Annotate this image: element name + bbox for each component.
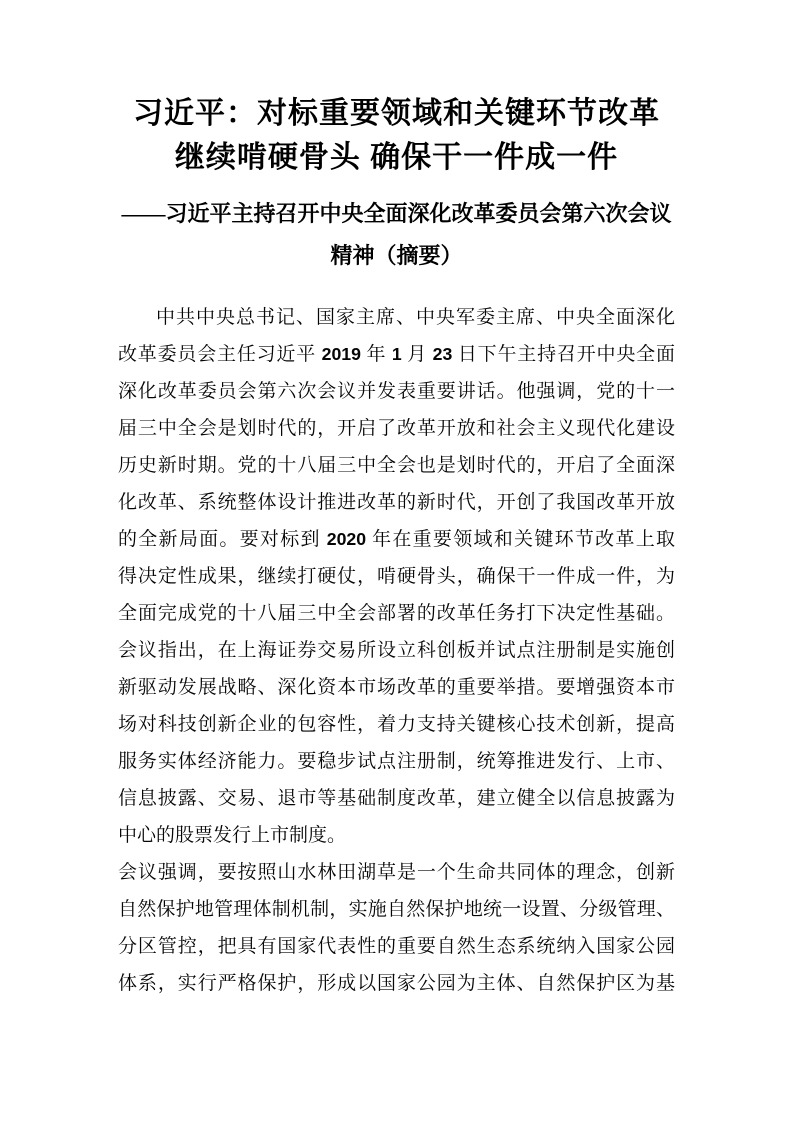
body-line: 体系，实行严格保护，形成以国家公园为主体、自然保护区为基 <box>118 973 675 994</box>
latin-number: 23 <box>432 344 453 364</box>
body-line: 历史新时期。党的十八届三中全会也是划时代的，开启了全面深 <box>118 455 675 476</box>
title-line-1: 习近平：对标重要领域和关键环节改革 <box>133 97 660 130</box>
body-line: 中共中央总书记、国家主席、中央军委主席、中央全面深化 <box>156 307 675 328</box>
title-line-2: 继续啃硬骨头 确保干一件成一件 <box>174 141 619 174</box>
body-line: 会议强调，要按照山水林田湖草是一个生命共同体的理念，创新 <box>118 862 675 883</box>
body-line: 分区管控，把具有国家代表性的重要自然生态系统纳入国家公园 <box>118 936 675 957</box>
subtitle-line-2: 精神（摘要） <box>330 243 463 268</box>
document-title <box>60 92 733 180</box>
body-line: 新驱动发展战略、深化资本市场改革的重要举措。要增强资本市 <box>118 677 675 698</box>
document-subtitle <box>50 193 743 277</box>
body-line: 得决定性成果，继续打硬仗，啃硬骨头，确保干一件成一件，为 <box>118 566 675 587</box>
body-line: 的全新局面。要对标到 2020 年在重要领域和关键环节改革上取 <box>118 529 675 550</box>
latin-number: 2020 <box>326 529 367 549</box>
body-line: 中心的股票发行上市制度。 <box>118 825 347 846</box>
body-line: 服务实体经济能力。要稳步试点注册制，统筹推进发行、上市、 <box>118 751 675 772</box>
body-line: 深化改革委员会第六次会议并发表重要讲话。他强调，党的十一 <box>118 381 675 402</box>
latin-number: 2019 <box>321 344 361 364</box>
document-body <box>118 299 675 1002</box>
body-line: 信息披露、交易、退市等基础制度改革，建立健全以信息披露为 <box>118 788 675 809</box>
body-line: 场对科技创新企业的包容性，着力支持关键核心技术创新，提高 <box>118 714 675 735</box>
body-line: 化改革、系统整体设计推进改革的新时代，开创了我国改革开放 <box>118 492 675 513</box>
subtitle-line-1: ——习近平主持召开中央全面深化改革委员会第六次会议 <box>121 201 672 226</box>
body-line: 届三中全会是划时代的，开启了改革开放和社会主义现代化建设 <box>118 418 675 439</box>
body-line: 会议指出，在上海证券交易所设立科创板并试点注册制是实施创 <box>118 640 675 661</box>
latin-number: 1 <box>391 344 402 364</box>
body-paragraph <box>118 854 675 1002</box>
body-line: 全面完成党的十八届三中全会部署的改革任务打下决定性基础。 <box>118 603 675 624</box>
body-paragraph <box>118 299 675 854</box>
body-line: 自然保护地管理体制机制，实施自然保护地统一设置、分级管理、 <box>118 899 675 920</box>
body-line: 改革委员会主任习近平 2019 年 1 月 23 日下午主持召开中央全面 <box>118 344 675 365</box>
